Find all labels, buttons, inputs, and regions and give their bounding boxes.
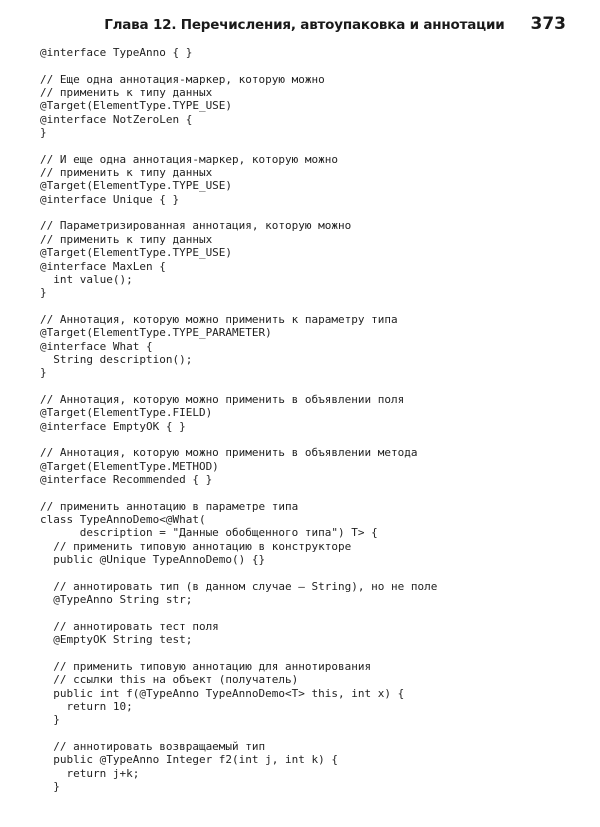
code-line xyxy=(40,300,580,313)
code-line: // ссылки this на объект (получатель) xyxy=(40,673,299,687)
code-line: } xyxy=(40,126,47,140)
code-line: // Аннотация, которую можно применить к параметру типа xyxy=(40,312,398,326)
code-line xyxy=(40,380,580,393)
code-line: @Target(ElementType.TYPE_USE) xyxy=(40,246,233,260)
code-line: } xyxy=(40,286,47,300)
code-line: @interface NotZeroLen { xyxy=(40,112,193,126)
running-header xyxy=(0,14,566,38)
code-line: // Аннотация, которую можно применить в объявлении поля xyxy=(40,392,405,406)
code-line: @interface What { xyxy=(40,339,153,353)
code-line: // применить к типу данных xyxy=(40,232,213,246)
code-line: class TypeAnnoDemo<@What( xyxy=(40,513,206,527)
code-line: int value(); xyxy=(40,272,133,286)
code-line: @interface MaxLen { xyxy=(40,259,166,273)
code-line xyxy=(40,433,580,446)
code-line: @interface Recommended { } xyxy=(40,473,213,486)
code-line: @Target(ElementType.METHOD) xyxy=(40,459,219,473)
code-line: // аннотировать тест поля xyxy=(40,619,219,633)
code-line: // Параметризированная аннотация, которую можно xyxy=(40,219,352,233)
code-line xyxy=(40,486,580,499)
code-line: // Аннотация, которую можно применить в объявлении метода xyxy=(40,446,418,460)
code-line: // применить к типу данных xyxy=(40,86,213,100)
code-line xyxy=(40,59,580,72)
code-line xyxy=(40,606,580,619)
code-listing xyxy=(40,46,580,793)
code-line: // применить аннотацию в параметре типа xyxy=(40,499,299,513)
code-line: // Еще одна аннотация-маркер, которую можно xyxy=(40,72,325,86)
code-line: return 10; xyxy=(40,699,133,713)
code-line: @Target(ElementType.TYPE_USE) xyxy=(40,179,233,193)
code-line: return j+k; xyxy=(40,766,140,780)
code-line: // применить типовую аннотацию в конструкторе xyxy=(40,539,352,553)
code-line: description = "Данные обобщенного типа") T> { xyxy=(40,526,378,540)
code-line: public @Unique TypeAnnoDemo() {} xyxy=(40,553,266,567)
code-line: // аннотировать возвращаемый тип xyxy=(40,739,266,753)
page-number: 373 xyxy=(530,14,566,34)
chapter-title: Глава 12. Перечисления, автоупаковка и аннотации xyxy=(104,17,505,33)
code-line: @Target(ElementType.TYPE_USE) xyxy=(40,99,233,113)
code-line: // применить типовую аннотацию для аннотирования xyxy=(40,659,372,673)
code-line: @interface TypeAnno { } xyxy=(40,46,193,59)
code-line: @interface EmptyOK { } xyxy=(40,419,186,433)
code-line: // применить к типу данных xyxy=(40,166,213,180)
code-line: } xyxy=(40,713,60,727)
code-line: @Target(ElementType.FIELD) xyxy=(40,406,213,420)
code-line xyxy=(40,139,580,152)
code-line xyxy=(40,646,580,659)
code-line: public int f(@TypeAnno TypeAnnoDemo<T> this, int x) { xyxy=(40,686,405,700)
code-line: @EmptyOK String test; xyxy=(40,633,193,647)
code-line: public @TypeAnno Integer f2(int j, int k) { xyxy=(40,753,339,767)
code-line xyxy=(40,206,580,219)
code-line: @Target(ElementType.TYPE_PARAMETER) xyxy=(40,326,272,340)
code-line: // аннотировать тип (в данном случае — String), но не поле xyxy=(40,579,438,593)
code-line: // И еще одна аннотация-маркер, которую можно xyxy=(40,152,339,166)
code-line xyxy=(40,566,580,579)
code-line: @TypeAnno String str; xyxy=(40,593,193,607)
code-line: String description(); xyxy=(40,352,193,366)
code-line: } xyxy=(40,366,47,380)
code-line: @interface Unique { } xyxy=(40,192,180,206)
code-line xyxy=(40,727,580,740)
code-line: } xyxy=(40,779,60,793)
